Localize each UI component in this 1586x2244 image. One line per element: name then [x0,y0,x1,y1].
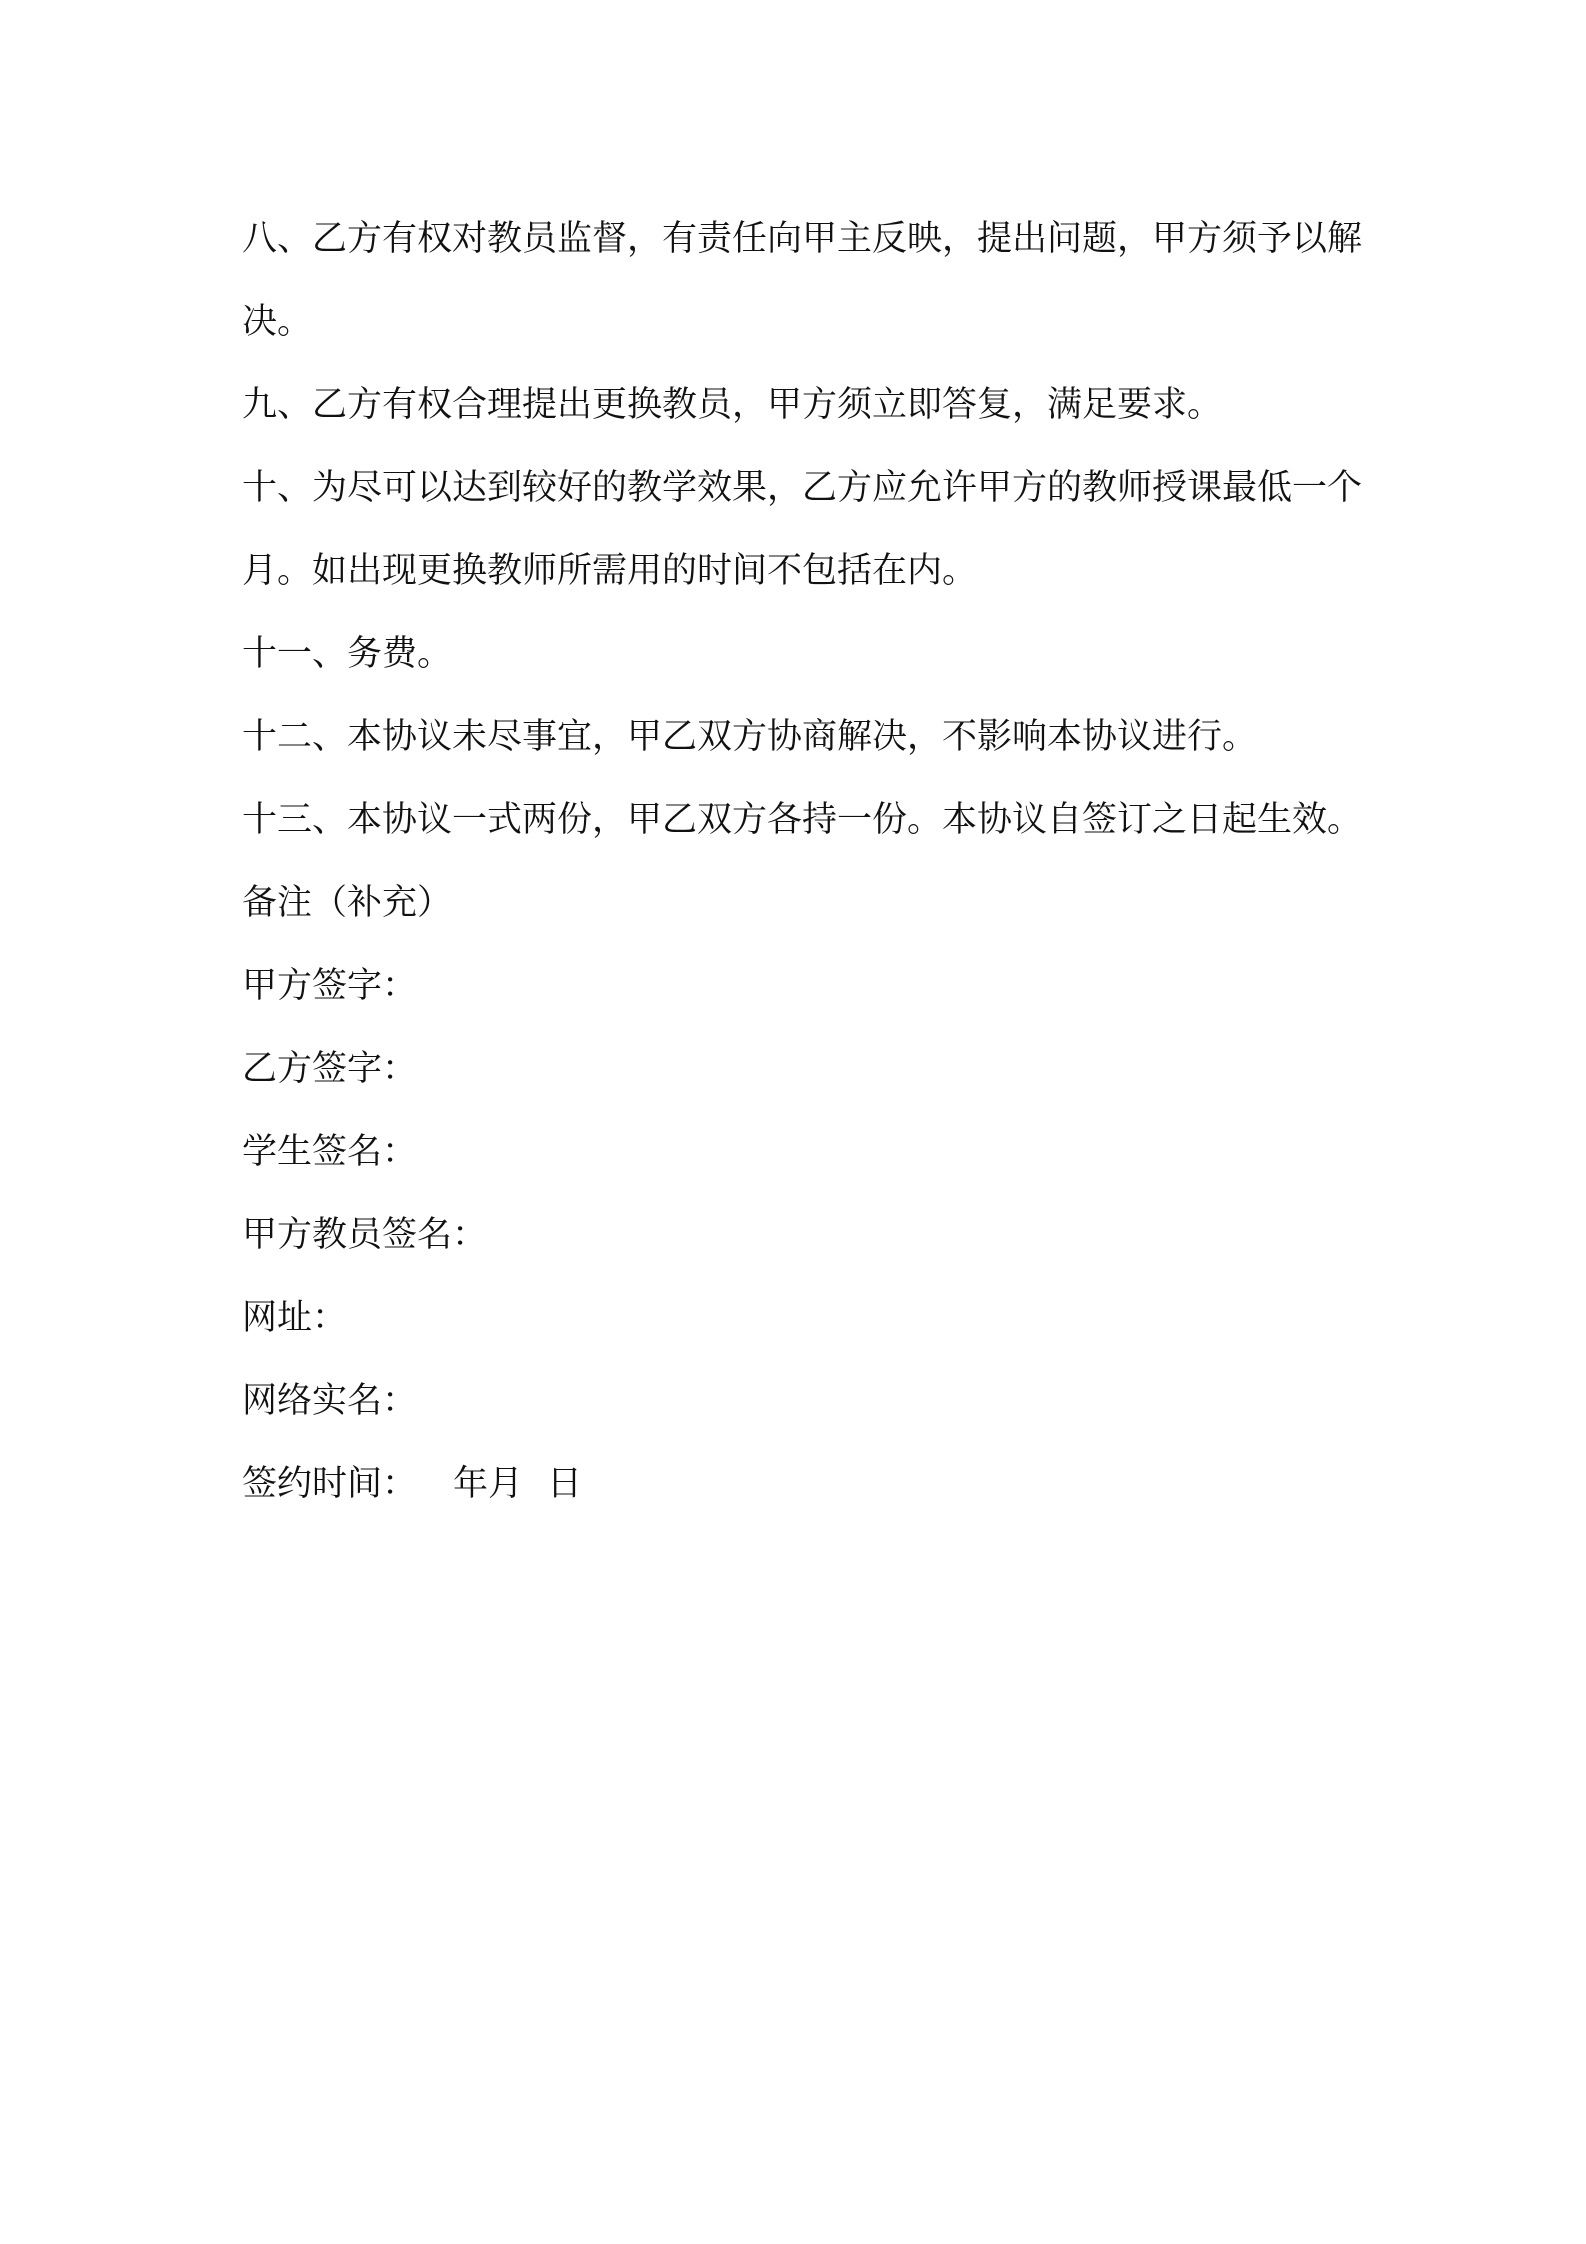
remarks-label: 备注（补充） [242,883,453,923]
document-body [242,198,1362,1526]
clause-11: 十一、务费。 [242,634,453,674]
party-b-signature-label: 乙方签字： [242,1049,418,1089]
student-signature-label: 学生签名： [242,1132,418,1172]
sign-date-label: 签约时间： [242,1464,418,1504]
clause-8: 八、乙方有权对教员监督，有责任向甲主反映，提出问题，甲方须予以解决。 [242,219,1363,342]
sign-date-line [242,1443,1362,1526]
clause-9: 九、乙方有权合理提出更换教员，甲方须立即答复，满足要求。 [242,385,1223,425]
clause-12: 十二、本协议未尽事宜，甲乙双方协商解决，不影响本协议进行。 [242,717,1258,757]
tutor-signature-label: 甲方教员签名： [242,1215,488,1255]
website-label: 网址： [242,1298,348,1338]
sign-date-day: 日 [547,1464,583,1504]
clause-10: 十、为尽可以达到较好的教学效果，乙方应允许甲方的教师授课最低一个月。如出现更换教师所需用的时间不包括在内。 [242,468,1363,591]
sign-date-year-month: 年月 [453,1464,524,1504]
clause-13: 十三、本协议一式两份，甲乙双方各持一份。本协议自签订之日起生效。 [242,800,1363,840]
realname-label: 网络实名： [242,1381,418,1421]
party-a-signature-label: 甲方签字： [242,966,418,1006]
